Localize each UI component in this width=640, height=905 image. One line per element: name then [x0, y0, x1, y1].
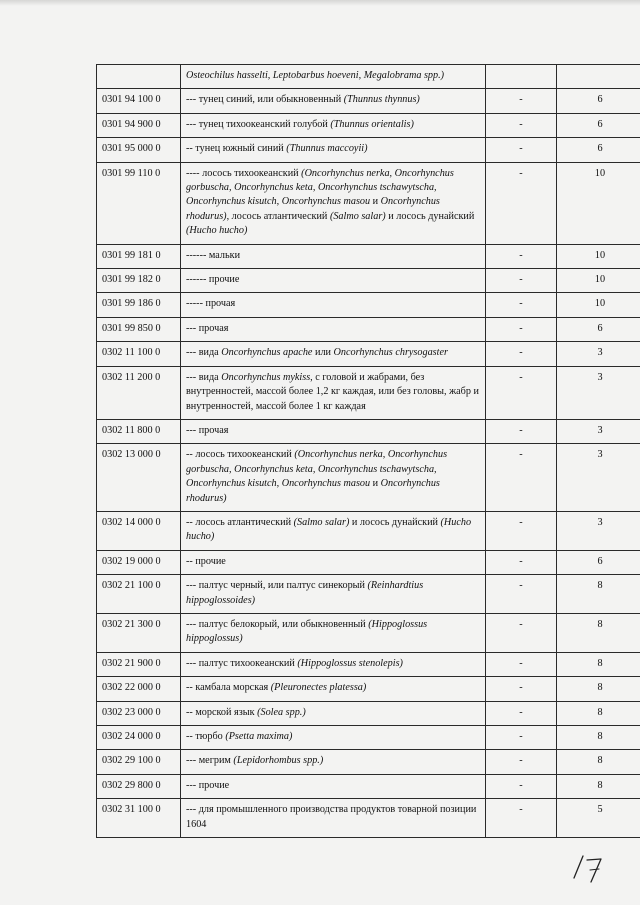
- latin-name-text: (Reinhardtius hippoglossoides): [186, 580, 424, 606]
- commodity-code-cell: 0302 21 300 0: [97, 613, 181, 652]
- unit-cell: -: [486, 677, 557, 701]
- description-text: или: [312, 347, 334, 359]
- description-text: -- тунец южный синий: [186, 143, 287, 155]
- rate-cell: 8: [557, 613, 640, 652]
- unit-cell: -: [486, 113, 557, 137]
- description-cell: [181, 575, 486, 614]
- description-text: --- палтус белокорый, или обыкновенный: [186, 618, 369, 630]
- commodity-code-cell: 0301 99 850 0: [97, 317, 181, 341]
- table-row: [97, 89, 640, 113]
- rate-cell: 8: [557, 652, 640, 676]
- latin-name-text: (Salmo salar): [293, 516, 350, 528]
- commodity-code-cell: 0302 21 900 0: [97, 652, 181, 676]
- description-text: --- прочие: [186, 779, 230, 791]
- commodity-code-cell: 0302 11 200 0: [97, 366, 181, 419]
- description-text: и: [370, 196, 381, 208]
- table-row: [97, 799, 640, 838]
- description-text: ------ мальки: [186, 249, 241, 261]
- rate-cell: 8: [557, 701, 640, 725]
- unit-cell: -: [486, 89, 557, 113]
- rate-cell: 10: [557, 293, 640, 317]
- latin-name-text: (Hucho hucho): [186, 225, 248, 237]
- rate-cell: 10: [557, 269, 640, 293]
- scan-edge: [0, 0, 640, 6]
- rate-cell: 6: [557, 89, 640, 113]
- latin-name-text: (Psetta maxima): [225, 731, 293, 742]
- description-text: и: [370, 478, 381, 490]
- rate-cell: 8: [557, 750, 640, 774]
- commodity-code-cell: 0301 94 900 0: [97, 113, 181, 137]
- description-cell: [181, 65, 486, 89]
- commodity-code-cell: 0301 94 100 0: [97, 89, 181, 113]
- rate-cell: 8: [557, 726, 640, 750]
- table-row: [97, 65, 640, 89]
- description-text: ------ прочие: [186, 274, 240, 286]
- description-cell: [181, 342, 486, 366]
- commodity-code-cell: 0302 24 000 0: [97, 726, 181, 750]
- table-row: [97, 269, 640, 293]
- description-cell: [181, 269, 486, 293]
- commodity-code-cell: [97, 65, 181, 89]
- latin-name-text: Osteochilus hasselti, Leptobarbus hoeveni, Megalobrama spp.): [186, 70, 445, 81]
- unit-cell: -: [486, 774, 557, 798]
- commodity-code-cell: 0302 13 000 0: [97, 444, 181, 512]
- description-text: --- палтус тихоокеанский: [186, 657, 298, 669]
- unit-cell: -: [486, 613, 557, 652]
- unit-cell: -: [486, 750, 557, 774]
- latin-name-text: (Oncorhynchus nerka, Oncorhynchus gorbuscha, Oncorhynchus keta, Oncorhynchus tschawytscha, Oncorhynchus kisutch, Oncorhynchus masou: [186, 167, 454, 208]
- latin-name-text: (Lepidorhombus spp.): [233, 755, 324, 767]
- description-cell: [181, 511, 486, 550]
- description-cell: [181, 726, 486, 750]
- description-text: -- камбала морская: [186, 682, 271, 694]
- unit-cell: [486, 65, 557, 89]
- latin-name-text: Oncorhynchus rhodurus): [186, 196, 440, 222]
- unit-cell: -: [486, 701, 557, 725]
- table-row: [97, 244, 640, 268]
- description-text: ----- прочая: [186, 298, 236, 310]
- description-cell: [181, 366, 486, 419]
- commodity-code-cell: 0302 14 000 0: [97, 511, 181, 550]
- rate-cell: 5: [557, 799, 640, 838]
- description-text: -- прочие: [186, 555, 226, 567]
- rate-cell: 6: [557, 138, 640, 162]
- rate-cell: 6: [557, 113, 640, 137]
- table-row: [97, 293, 640, 317]
- description-text: --- прочая: [186, 322, 229, 334]
- description-cell: [181, 138, 486, 162]
- commodity-code-cell: 0302 29 800 0: [97, 774, 181, 798]
- unit-cell: -: [486, 293, 557, 317]
- description-cell: [181, 89, 486, 113]
- table-row: [97, 677, 640, 701]
- commodity-code-cell: 0301 99 182 0: [97, 269, 181, 293]
- table-row: [97, 511, 640, 550]
- commodity-code-cell: 0302 29 100 0: [97, 750, 181, 774]
- latin-name-text: Oncorhynchus rhodurus): [186, 478, 440, 504]
- latin-name-text: Oncorhynchus mykiss,: [221, 371, 313, 383]
- description-text: --- вида: [186, 347, 222, 359]
- commodity-code-cell: 0302 23 000 0: [97, 701, 181, 725]
- commodity-code-cell: 0301 99 110 0: [97, 162, 181, 244]
- table-row: [97, 701, 640, 725]
- description-cell: [181, 419, 486, 443]
- latin-name-text: (Salmo salar): [329, 210, 386, 222]
- description-cell: [181, 444, 486, 512]
- description-text: --- тунец тихоокеанский голубой: [186, 118, 331, 130]
- commodity-code-cell: 0301 99 186 0: [97, 293, 181, 317]
- unit-cell: -: [486, 342, 557, 366]
- description-cell: [181, 293, 486, 317]
- rate-cell: 10: [557, 244, 640, 268]
- description-text: и лосось дунайский: [349, 516, 441, 528]
- rate-cell: 3: [557, 366, 640, 419]
- table-row: [97, 162, 640, 244]
- unit-cell: -: [486, 652, 557, 676]
- unit-cell: -: [486, 419, 557, 443]
- commodity-code-cell: 0302 11 800 0: [97, 419, 181, 443]
- description-cell: [181, 162, 486, 244]
- unit-cell: -: [486, 317, 557, 341]
- tariff-table-body: [97, 65, 640, 838]
- table-row: [97, 366, 640, 419]
- description-text: -- тюрбо: [186, 731, 226, 742]
- tariff-table: [96, 64, 640, 838]
- commodity-code-cell: 0302 21 100 0: [97, 575, 181, 614]
- rate-cell: 6: [557, 317, 640, 341]
- commodity-code-cell: 0301 99 181 0: [97, 244, 181, 268]
- table-row: [97, 726, 640, 750]
- rate-cell: 10: [557, 162, 640, 244]
- table-row: [97, 342, 640, 366]
- table-row: [97, 652, 640, 676]
- rate-cell: 6: [557, 550, 640, 574]
- unit-cell: -: [486, 138, 557, 162]
- description-cell: [181, 677, 486, 701]
- table-row: [97, 575, 640, 614]
- unit-cell: -: [486, 444, 557, 512]
- unit-cell: -: [486, 550, 557, 574]
- unit-cell: -: [486, 244, 557, 268]
- rate-cell: 8: [557, 575, 640, 614]
- latin-name-text: (Thunnus thynnus): [343, 94, 420, 106]
- commodity-code-cell: 0302 22 000 0: [97, 677, 181, 701]
- unit-cell: -: [486, 366, 557, 419]
- description-text: --- тунец синий, или обыкновенный: [186, 94, 344, 106]
- commodity-code-cell: 0302 19 000 0: [97, 550, 181, 574]
- description-text: -- лосось атлантический: [186, 516, 294, 528]
- description-cell: [181, 799, 486, 838]
- unit-cell: -: [486, 726, 557, 750]
- commodity-code-cell: 0301 95 000 0: [97, 138, 181, 162]
- description-text: --- мегрим: [186, 755, 234, 767]
- rate-cell: 8: [557, 677, 640, 701]
- description-cell: [181, 750, 486, 774]
- table-row: [97, 774, 640, 798]
- rate-cell: [557, 65, 640, 89]
- table-row: [97, 550, 640, 574]
- description-cell: [181, 550, 486, 574]
- latin-name-text: (Thunnus orientalis): [330, 118, 414, 130]
- description-text: --- прочая: [186, 424, 229, 436]
- latin-name-text: (Pleuronectes platessa): [270, 682, 367, 694]
- description-text: --- вида: [186, 371, 222, 383]
- latin-name-text: (Solea spp.): [257, 706, 306, 718]
- description-text: --- для промышленного производства продуктов товарной позиции 1604: [186, 804, 477, 830]
- description-cell: [181, 652, 486, 676]
- handwritten-page-mark: [570, 848, 610, 888]
- rate-cell: 3: [557, 444, 640, 512]
- description-cell: [181, 317, 486, 341]
- description-text: -- лосось тихоокеанский: [186, 449, 295, 461]
- description-text: , лосось атлантический: [226, 210, 330, 222]
- rate-cell: 3: [557, 511, 640, 550]
- table-row: [97, 138, 640, 162]
- latin-name-text: (Hucho hucho): [186, 516, 472, 543]
- rate-cell: 8: [557, 774, 640, 798]
- unit-cell: -: [486, 511, 557, 550]
- description-cell: [181, 613, 486, 652]
- unit-cell: -: [486, 269, 557, 293]
- description-cell: [181, 701, 486, 725]
- latin-name-text: (Oncorhynchus nerka, Oncorhynchus gorbuscha, Oncorhynchus keta, Oncorhynchus tschawytscha, Oncorhynchus kisutch, Oncorhynchus masou: [186, 449, 448, 490]
- latin-name-text: Oncorhynchus apache: [221, 347, 313, 359]
- unit-cell: -: [486, 575, 557, 614]
- description-cell: [181, 774, 486, 798]
- unit-cell: -: [486, 799, 557, 838]
- commodity-code-cell: 0302 31 100 0: [97, 799, 181, 838]
- rate-cell: 3: [557, 419, 640, 443]
- description-text: и лосось дунайский: [385, 210, 475, 222]
- description-text: с головой и жабрами, без внутренностей, массой более 1,2 кг каждая, или без головы, жабр и внутренностей, массой более 1 кг каждая: [186, 371, 479, 412]
- table-row: [97, 613, 640, 652]
- description-text: -- морской язык: [186, 706, 258, 718]
- description-text: ---- лосось тихоокеанский: [186, 167, 302, 179]
- table-row: [97, 113, 640, 137]
- unit-cell: -: [486, 162, 557, 244]
- latin-name-text: (Thunnus maccoyii): [286, 143, 368, 155]
- description-text: --- палтус черный, или палтус синекорый: [186, 580, 368, 592]
- description-cell: [181, 113, 486, 137]
- table-row: [97, 317, 640, 341]
- table-row: [97, 444, 640, 512]
- table-row: [97, 419, 640, 443]
- commodity-code-cell: 0302 11 100 0: [97, 342, 181, 366]
- latin-name-text: Oncorhynchus chrysogaster: [333, 347, 448, 359]
- latin-name-text: (Hippoglossus stenolepis): [297, 657, 403, 669]
- rate-cell: 3: [557, 342, 640, 366]
- latin-name-text: (Hippoglossus hippoglossus): [186, 618, 428, 645]
- table-row: [97, 750, 640, 774]
- description-cell: [181, 244, 486, 268]
